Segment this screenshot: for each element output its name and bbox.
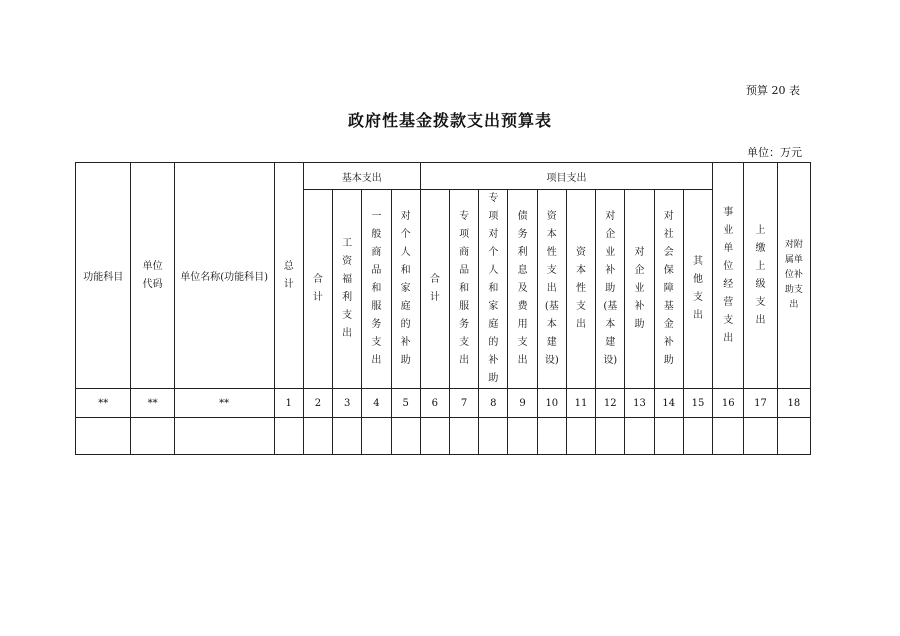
header-project-col: 专项商品和服务支出	[449, 190, 478, 389]
table-cell	[449, 418, 478, 455]
header-project-col: 对企业补助	[625, 190, 654, 389]
table-cell: 10	[537, 389, 566, 418]
header-subsidy: 对附属单位补助支出	[777, 163, 810, 389]
unit-label: 单位：万元	[747, 146, 802, 159]
table-cell	[744, 418, 777, 455]
table-cell	[654, 418, 683, 455]
table-cell: **	[131, 389, 174, 418]
table-cell	[537, 418, 566, 455]
table-row-numbers	[76, 389, 811, 418]
table-cell: 6	[420, 389, 449, 418]
table-cell: **	[76, 389, 131, 418]
table-cell: 4	[362, 389, 391, 418]
table-cell	[683, 418, 712, 455]
table-cell	[420, 418, 449, 455]
table-cell	[625, 418, 654, 455]
table-cell: 16	[713, 389, 744, 418]
table-cell: 14	[654, 389, 683, 418]
table-row-empty	[76, 418, 811, 455]
header-basic-col: 对个人和家庭的补助	[391, 190, 420, 389]
table-cell	[713, 418, 744, 455]
header-unit-code: 单位代码	[131, 163, 174, 389]
header-basic-col: 一般商品和服务支出	[362, 190, 391, 389]
header-project-col: 对企业补助(基本建设)	[596, 190, 625, 389]
header-project-col: 对社会保障基金补助	[654, 190, 683, 389]
table-cell: 15	[683, 389, 712, 418]
header-basic-col: 合计	[303, 190, 332, 389]
table-cell: 17	[744, 389, 777, 418]
table-cell: 9	[508, 389, 537, 418]
header-project-col: 其他支出	[683, 190, 712, 389]
table-cell	[274, 418, 303, 455]
budget-table	[75, 162, 811, 455]
table-cell	[131, 418, 174, 455]
table-cell	[777, 418, 810, 455]
header-project-col: 资本性支出(基本建设)	[537, 190, 566, 389]
table-cell	[76, 418, 131, 455]
header-unit-name: 单位名称(功能科目)	[174, 163, 274, 389]
header-total: 总计	[274, 163, 303, 389]
header-upper: 上缴上级支出	[744, 163, 777, 389]
table-cell	[174, 418, 274, 455]
table-cell	[508, 418, 537, 455]
table-cell	[596, 418, 625, 455]
header-basic-col: 工资福利支出	[333, 190, 362, 389]
table-cell: 7	[449, 389, 478, 418]
table-cell: 12	[596, 389, 625, 418]
header-group-project: 项目支出	[420, 163, 712, 190]
form-number: 预算 20 表	[746, 84, 800, 97]
table-cell: 3	[333, 389, 362, 418]
header-enterprise: 事业单位经营支出	[713, 163, 744, 389]
table-cell: 18	[777, 389, 810, 418]
table-cell	[391, 418, 420, 455]
page-title: 政府性基金拨款支出预算表	[347, 111, 552, 130]
table-cell: 2	[303, 389, 332, 418]
table-cell: 8	[479, 389, 508, 418]
table-cell	[303, 418, 332, 455]
table-cell	[566, 418, 595, 455]
table-cell: 5	[391, 389, 420, 418]
table-cell	[333, 418, 362, 455]
table-cell: 1	[274, 389, 303, 418]
table-cell: 13	[625, 389, 654, 418]
header-group-basic: 基本支出	[303, 163, 420, 190]
header-func-subject: 功能科目	[76, 163, 131, 389]
table-cell: 11	[566, 389, 595, 418]
header-project-col: 资本性支出	[566, 190, 595, 389]
table-cell	[479, 418, 508, 455]
header-project-col: 专项对个人和家庭的补助	[479, 190, 508, 389]
table-cell: **	[174, 389, 274, 418]
header-project-col: 合计	[420, 190, 449, 389]
header-project-col: 债务利息及费用支出	[508, 190, 537, 389]
table-cell	[362, 418, 391, 455]
